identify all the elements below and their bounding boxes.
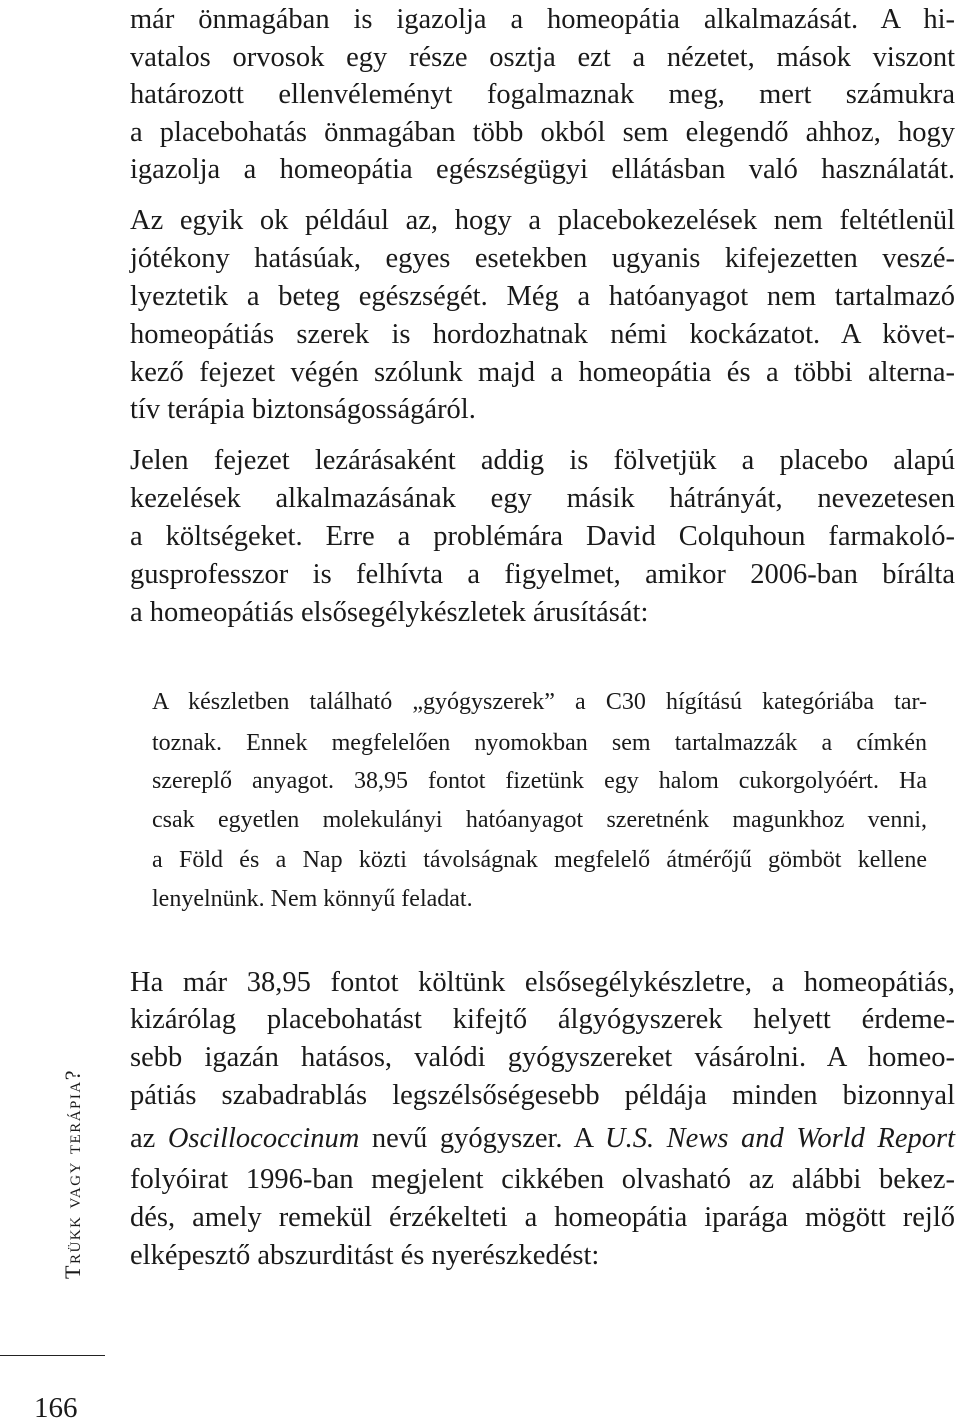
text-line-with-italics (130, 1121, 955, 1157)
running-head-text: Trükk vagy terápia? (60, 1068, 85, 1279)
quote-line: A készletben található „gyógyszerek” a C30 hígítású kategóriába tar- (152, 689, 927, 715)
text-line: lyeztetik a beteg egészségét. Még a hatóanyagot nem tartalmazó (130, 281, 955, 312)
text-line: vatalos orvosok egy része osztja ezt a nézetet, mások viszont (130, 42, 955, 73)
quote-line: a Föld és a Nap közti távolságnak megfelelő átmérőjű gömböt kellene (152, 847, 927, 873)
text-line: a homeopátiás elsősegélykészletek árusítását: (130, 597, 649, 628)
folio-rule (0, 1355, 105, 1356)
drug-name: Oscillococcinum (167, 1123, 360, 1154)
quote-line: szereplő anyagot. 38,95 fontot fizetünk egy halom cukorgolyóért. Ha (152, 768, 927, 794)
text-line: tív terápia biztonságosságáról. (130, 394, 476, 425)
text-line: kezelések alkalmazásának egy másik hátrányát, nevezetesen (130, 483, 955, 514)
text-line: sebb igazán hatásos, valódi gyógyszereket vásárolni. A homeo- (130, 1042, 955, 1073)
text-line: igazolja a homeopátia egészségügyi ellátásban való használatát. (130, 154, 955, 185)
text-line: a placebohatás önmagában több okból sem elegendő ahhoz, hogy (130, 117, 955, 148)
text-line: már önmagában is igazolja a homeopátia alkalmazását. A hi- (130, 4, 955, 35)
text-line: Ha már 38,95 fontot költünk elsősegélykészletre, a homeopátiás, (130, 967, 955, 998)
page-number: 166 (34, 1392, 78, 1424)
text-line: gusprofesszor is felhívta a figyelmet, amikor 2006-ban bírálta (130, 559, 955, 590)
text-line: Jelen fejezet lezárásaként addig is fölvetjük a placebo alapú (130, 445, 955, 476)
text-fragment: az (130, 1123, 168, 1154)
text-line: kizárólag placebohatást kifejtő álgyógyszerek helyett érdeme- (130, 1004, 955, 1035)
quote-line: lenyelnünk. Nem könnyű feladat. (152, 886, 473, 912)
text-line: a költségeket. Erre a problémára David Colquhoun farmakoló- (130, 521, 955, 552)
running-head (53, 1047, 93, 1300)
text-line: jótékony hatásúak, egyes esetekben ugyanis kifejezetten veszé- (130, 243, 955, 274)
quote-line: csak egyetlen molekulányi hatóanyagot szeretnénk magunkhoz venni, (152, 807, 927, 833)
text-line: Az egyik ok például az, hogy a placebokezelések nem feltétlenül (130, 205, 955, 236)
text-line: kező fejezet végén szólunk majd a homeopátia és a többi alterna- (130, 357, 955, 388)
text-line: homeopátiás szerek is hordozhatnak némi kockázatot. A követ- (130, 319, 955, 350)
journal-name: U.S. News and World Report (605, 1123, 955, 1154)
text-line: folyóirat 1996-ban megjelent cikkében olvasható az alábbi bekez- (130, 1164, 955, 1195)
text-line: elképesztő abszurditást és nyerészkedést: (130, 1240, 600, 1271)
text-line: határozott ellenvéleményt fogalmaznak meg, mert számukra (130, 79, 955, 110)
text-line: dés, amely remekül érzékelteti a homeopátia iparága mögött rejlő (130, 1202, 955, 1233)
text-line: pátiás szabadrablás legszélsőségesebb példája minden bizonnyal (130, 1080, 955, 1111)
quote-line: toznak. Ennek megfelelően nyomokban sem tartalmazzák a címkén (152, 730, 927, 756)
text-fragment: nevű gyógyszer. A (359, 1123, 606, 1154)
